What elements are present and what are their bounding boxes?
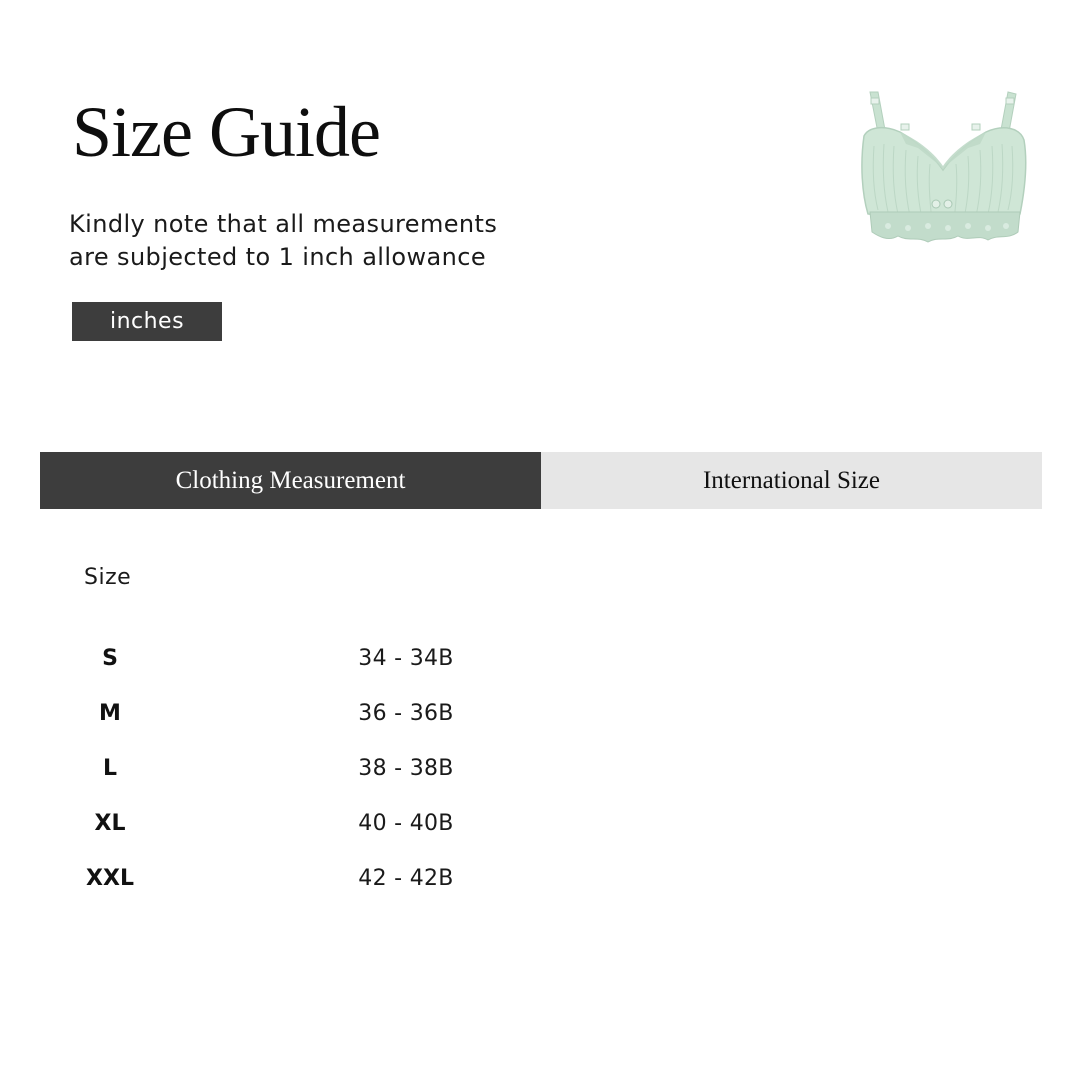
- size-table: [60, 633, 540, 908]
- size-label: S: [102, 646, 118, 671]
- page-title: Size Guide: [72, 92, 380, 172]
- size-value: 40 - 40B: [358, 811, 454, 836]
- table-row: [60, 688, 540, 743]
- size-label: L: [102, 756, 118, 781]
- bra-product-image: [848, 84, 1038, 254]
- table-row: [60, 633, 540, 688]
- table-row: [60, 853, 540, 908]
- size-column-header: Size: [84, 565, 132, 590]
- table-row: [60, 798, 540, 853]
- size-label: XXL: [86, 866, 134, 891]
- note-line-2: are subjected to 1 inch allowance: [69, 243, 487, 271]
- size-value: 38 - 38B: [358, 756, 454, 781]
- size-value: 34 - 34B: [358, 646, 454, 671]
- note-line-1: Kindly note that all measurements: [69, 210, 498, 238]
- size-value: 42 - 42B: [358, 866, 454, 891]
- size-label: XL: [94, 811, 126, 836]
- unit-toggle-button[interactable]: inches: [72, 302, 222, 341]
- tab-international-size[interactable]: International Size: [541, 452, 1042, 509]
- allowance-note: [69, 208, 569, 274]
- tab-clothing-measurement[interactable]: Clothing Measurement: [40, 452, 541, 509]
- table-row: [60, 743, 540, 798]
- measurement-tabs: [40, 452, 1042, 509]
- size-label: M: [99, 701, 121, 726]
- size-value: 36 - 36B: [358, 701, 454, 726]
